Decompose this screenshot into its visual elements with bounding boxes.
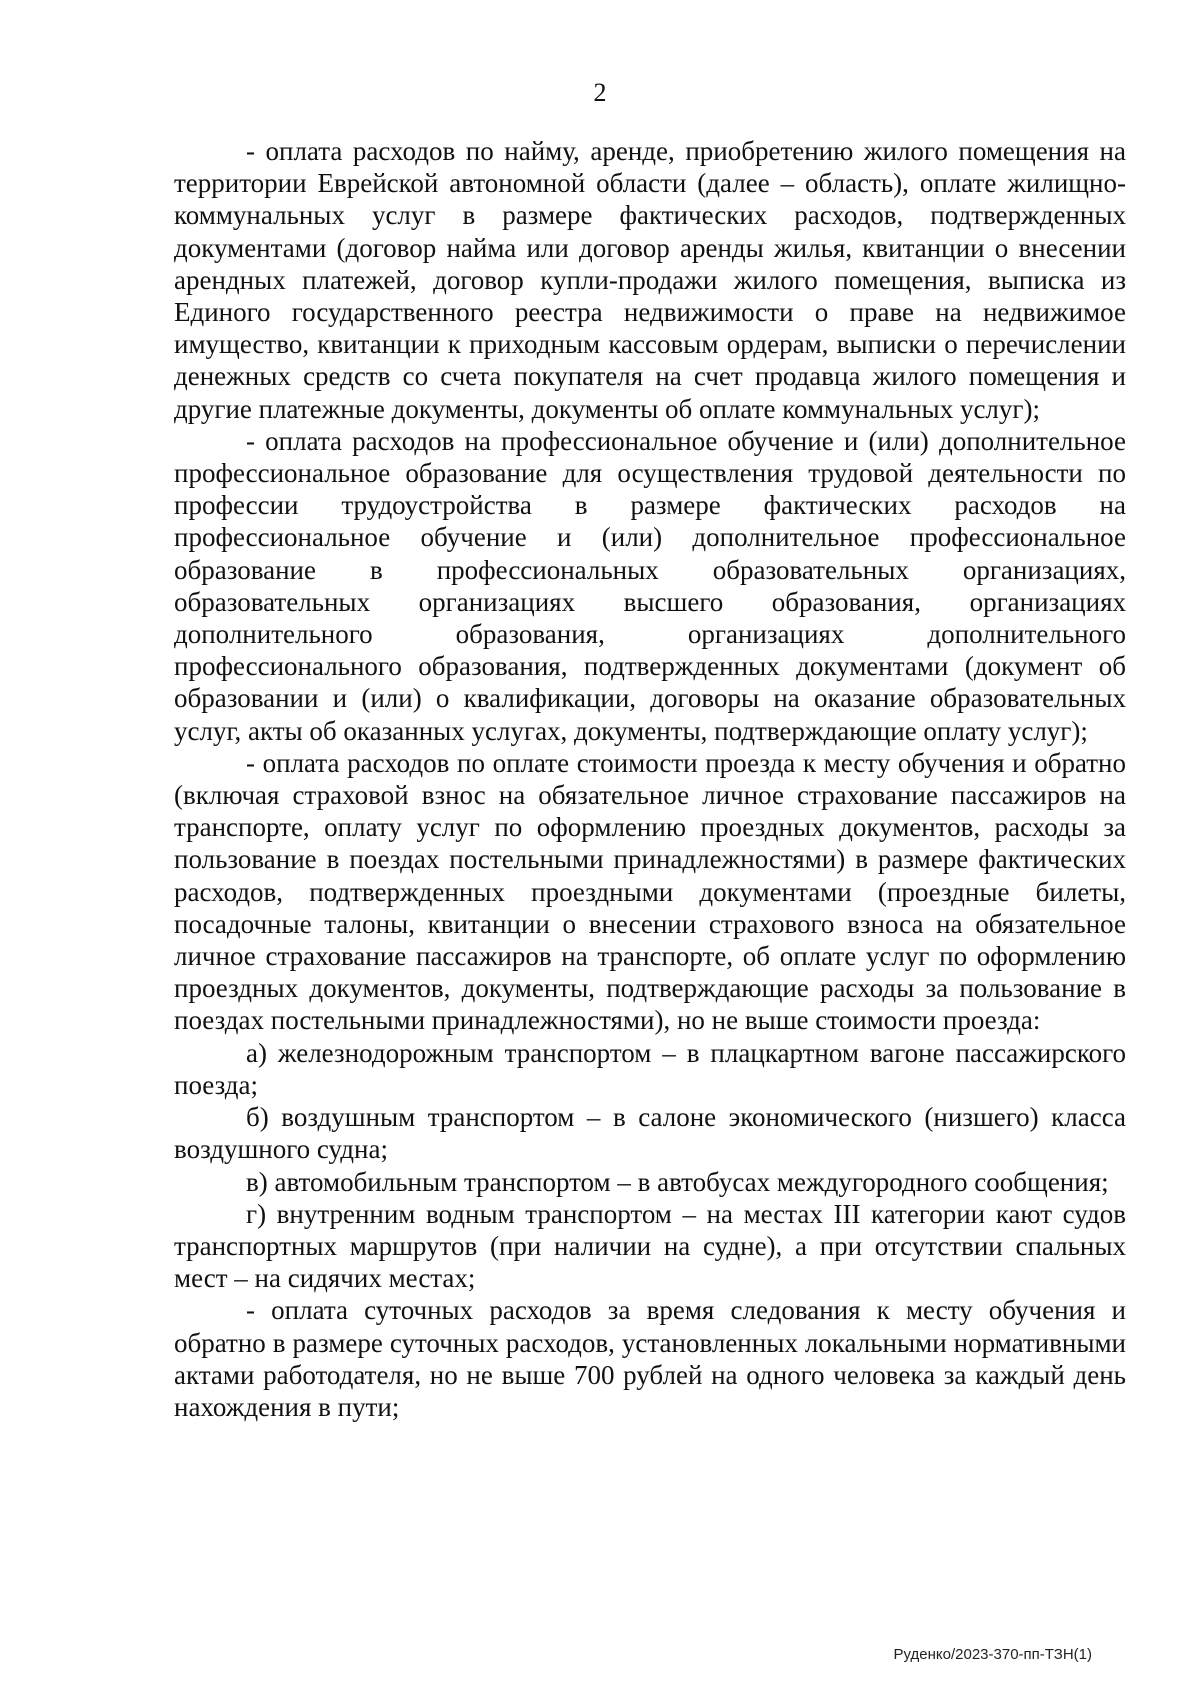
page-number: 2 xyxy=(593,78,607,107)
document-reference-code: Руденко/2023-370-пп-ТЗН(1) xyxy=(893,1646,1092,1663)
document-body xyxy=(174,135,1126,1423)
paragraph-housing-expenses: - оплата расходов по найму, аренде, приобретению жилого помещения на территории Еврейской автономной области (далее – область), оплате жилищно-коммунальных услуг в размере фактических расходов, подтвержденных документами (договор найма или договор аренды жилья, квитанции о внесении арендных платежей, договор купли-продажи жилого помещения, выписка из Единого государственного реестра недвижимости о праве на недвижимое имущество, квитанции к приходным кассовым ордерам, выписки о перечислении денежных средств со счета покупателя на счет продавца жилого помещения и другие платежные документы, документы об оплате коммунальных услуг); xyxy=(174,136,1126,424)
paragraph-rail-transport: а) железнодорожным транспортом – в плацкартном вагоне пассажирского поезда; xyxy=(174,1037,1126,1100)
paragraph-road-transport: в) автомобильным транспортом – в автобусах междугородного сообщения; xyxy=(246,1166,1109,1197)
paragraph-education-expenses: - оплата расходов на профессиональное обучение и (или) дополнительное профессиональное образование для осуществления трудовой деятельности по профессии трудоустройства в размере фактических расходов на профессиональное обучение и (или) дополнительное профессиональное образование в профессиональных образовательных организациях, образовательных организациях высшего образования, организациях дополнительного образования, организациях дополнительного профессионального образования, подтвержденных документами (документ об образовании и (или) о квалификации, договоры на оказание образовательных услуг, акты об оказанных услугах, документы, подтверждающие оплату услуг); xyxy=(174,425,1126,746)
paragraph-travel-expenses: - оплата расходов по оплате стоимости проезда к месту обучения и обратно (включая страховой взнос на обязательное личное страхование пассажиров на транспорте, оплату услуг по оформлению проездных документов, расходы за пользование в поездах постельными принадлежностями) в размере фактических расходов, подтвержденных проездными документами (проездные билеты, посадочные талоны, квитанции о внесении страхового взноса на обязательное личное страхование пассажиров на транспорте, об оплате услуг по оформлению проездных документов, документы, подтверждающие расходы за пользование в поездах постельными принадлежностями), но не выше стоимости проезда: xyxy=(174,747,1126,1036)
paragraph-air-transport: б) воздушным транспортом – в салоне экономического (низшего) класса воздушного судна; xyxy=(174,1102,1126,1165)
paragraph-daily-allowance: - оплата суточных расходов за время следования к месту обучения и обратно в размере суточных расходов, установленных локальными нормативными актами работодателя, но не выше 700 рублей на одного человека за каждый день нахождения в пути; xyxy=(174,1295,1126,1422)
paragraph-water-transport: г) внутренним водным транспортом – на местах III категории кают судов транспортных маршрутов (при наличии на судне), а при отсутствии спальных мест – на сидячих местах; xyxy=(174,1198,1126,1294)
